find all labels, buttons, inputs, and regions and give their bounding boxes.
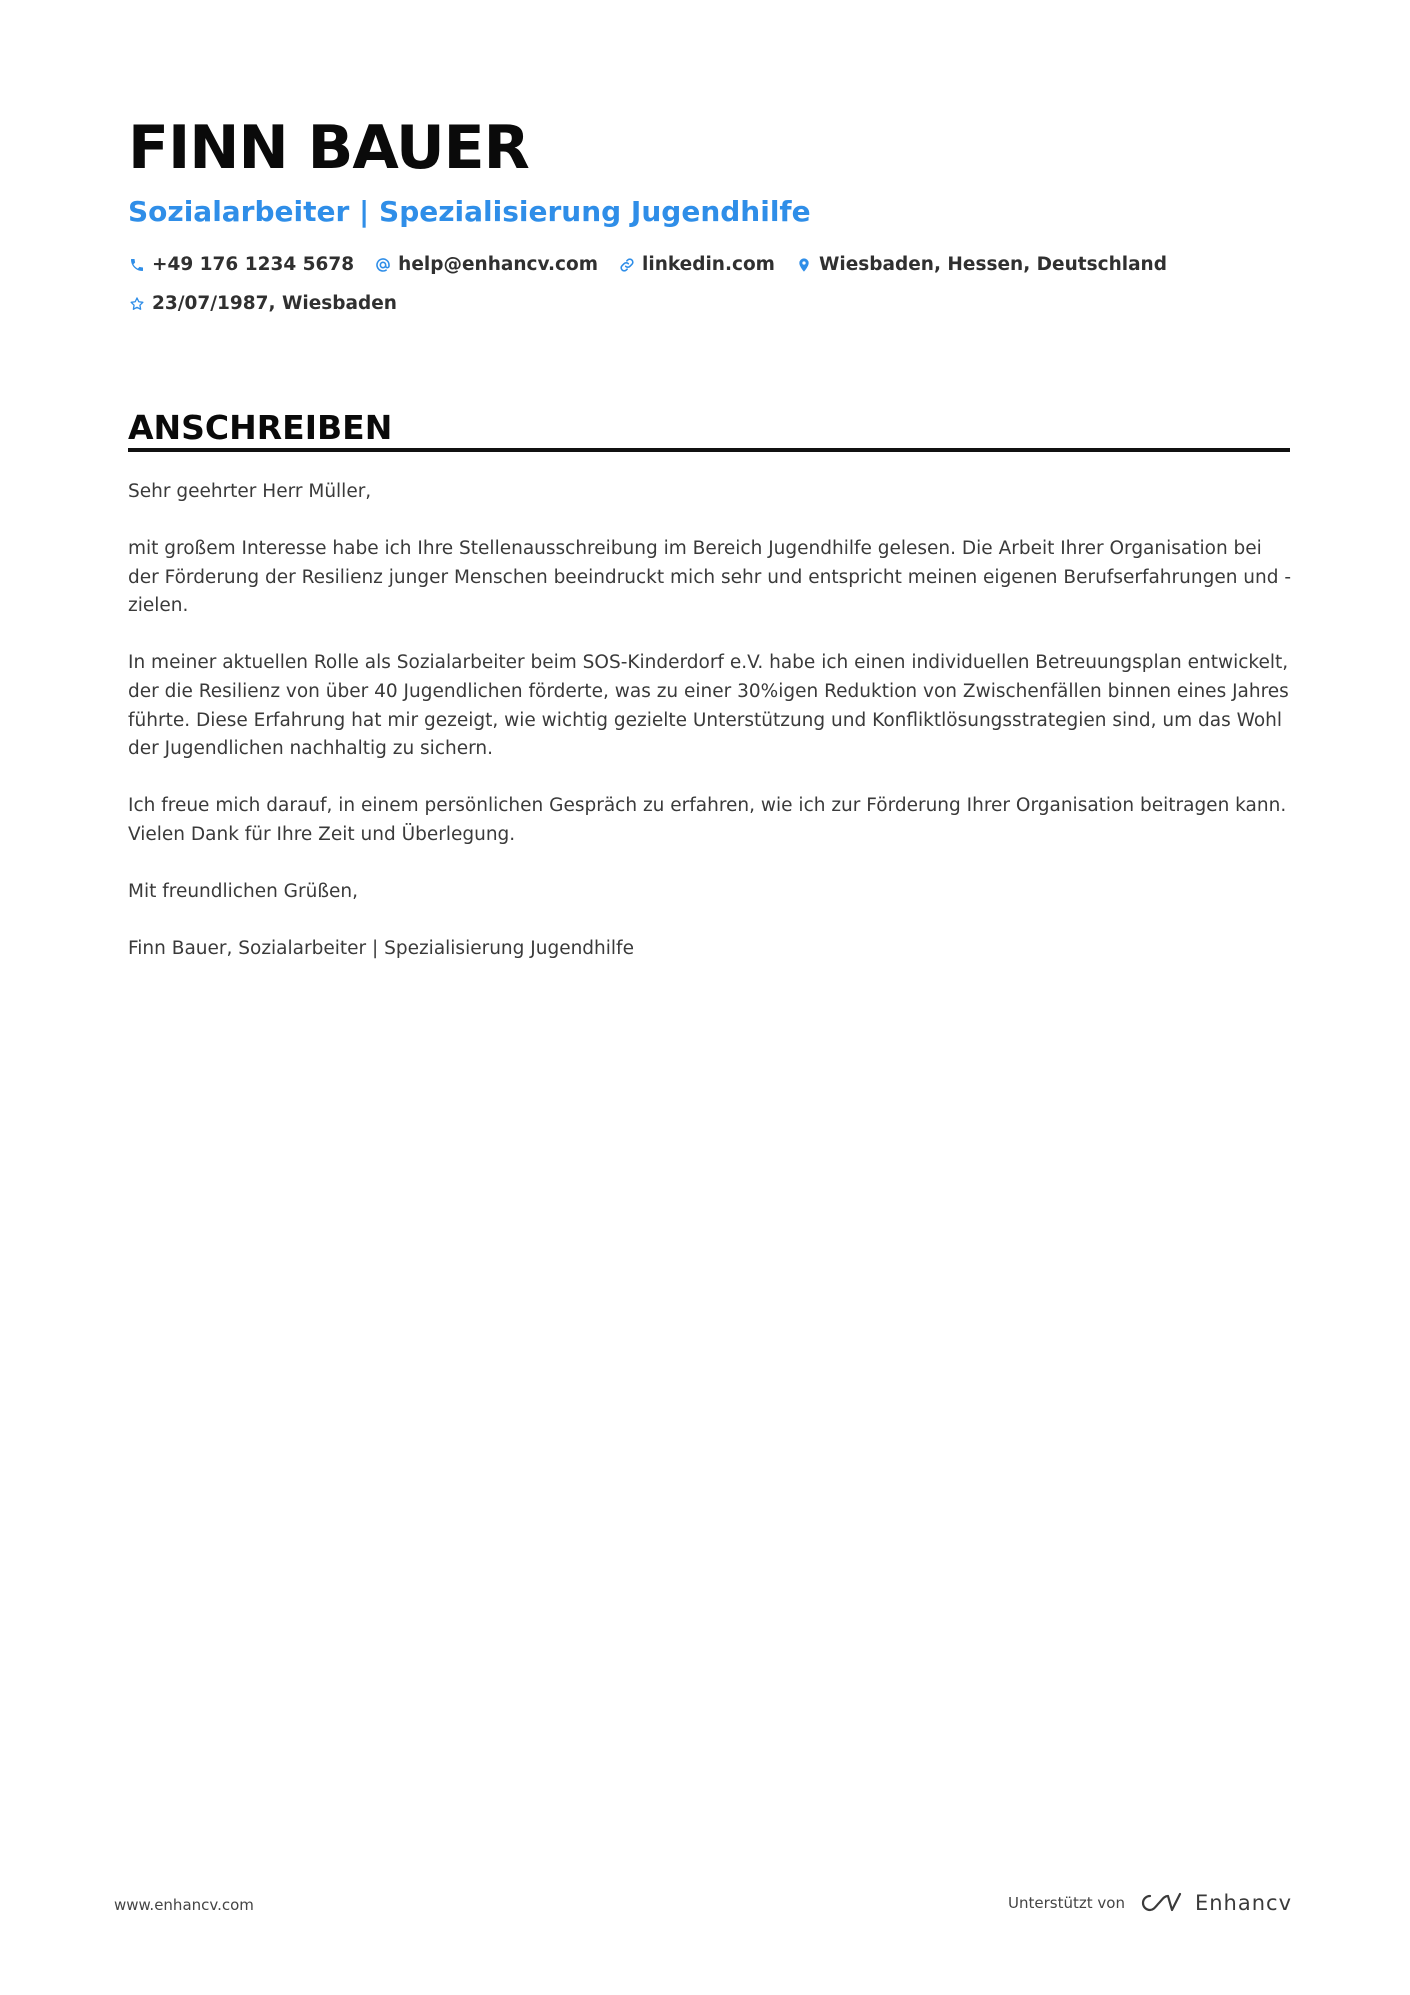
letter-salutation: Sehr geehrter Herr Müller, (128, 481, 372, 502)
section-divider (128, 448, 1290, 452)
enhancv-logo-icon (1137, 1890, 1183, 1916)
map-pin-icon (795, 256, 813, 274)
letter-paragraph: mit großem Interesse habe ich Ihre Stellenausschreibung im Bereich Jugendhilfe gelesen. Die Arbeit Ihrer Organisation bei der Förderung der Resilienz junger Menschen beeindruckt mich sehr und entspricht meinen eigenen Berufserfahrungen und -zielen. (128, 538, 1292, 617)
candidate-name: FINN BAUER (128, 113, 529, 183)
star-icon (128, 295, 146, 313)
contact-phone (128, 254, 354, 275)
location-text: Wiesbaden, Hessen, Deutschland (818, 254, 1167, 275)
email-link[interactable]: help@enhancv.com (398, 254, 599, 275)
birth-text: 23/07/1987, Wiesbaden (152, 293, 397, 314)
powered-by-text: Unterstützt von (1008, 1894, 1125, 1912)
linkedin-link[interactable]: linkedin.com (642, 254, 775, 275)
phone-icon (128, 256, 146, 274)
letter-paragraph: In meiner aktuellen Rolle als Sozialarbeiter beim SOS-Kinderdorf e.V. habe ich einen individuellen Betreuungsplan entwickelt, der die Resilienz von über 40 Jugendlichen förderte, was zu einer 30%igen Reduktion von Zwischenfällen binnen eines Jahres führte. Diese Erfahrung hat mir gezeigt, wie wichtig gezielte Unterstützung und Konfliktlösungsstrategien sind, um das Wohl der Jugendlichen nachhaltig zu sichern. (128, 652, 1289, 760)
phone-text: +49 176 1234 5678 (152, 254, 355, 275)
contact-linkedin (618, 254, 775, 275)
candidate-headline: Sozialarbeiter | Spezialisierung Jugendhilfe (128, 195, 811, 228)
letter-paragraph: Ich freue mich darauf, in einem persönlichen Gespräch zu erfahren, wie ich zur Förderung Ihrer Organisation beitragen kann. Vielen Dank für Ihre Zeit und Überlegung. (128, 795, 1287, 845)
link-icon (618, 256, 636, 274)
brand-name: Enhancv (1194, 1891, 1292, 1915)
contact-location (795, 254, 1167, 275)
letter-closing: Mit freundlichen Grüßen, (128, 880, 358, 902)
letter-signature: Finn Bauer, Sozialarbeiter | Spezialisierung Jugendhilfe (128, 938, 634, 960)
letter-body (128, 478, 1293, 992)
section-title: ANSCHREIBEN (128, 408, 393, 447)
contact-row-2 (128, 293, 417, 314)
contact-birth (128, 293, 397, 314)
at-icon (374, 256, 392, 274)
contact-row (128, 254, 1187, 275)
footer-branding (1008, 1890, 1292, 1916)
contact-email (374, 254, 598, 275)
footer-website[interactable]: www.enhancv.com (114, 1896, 254, 1914)
